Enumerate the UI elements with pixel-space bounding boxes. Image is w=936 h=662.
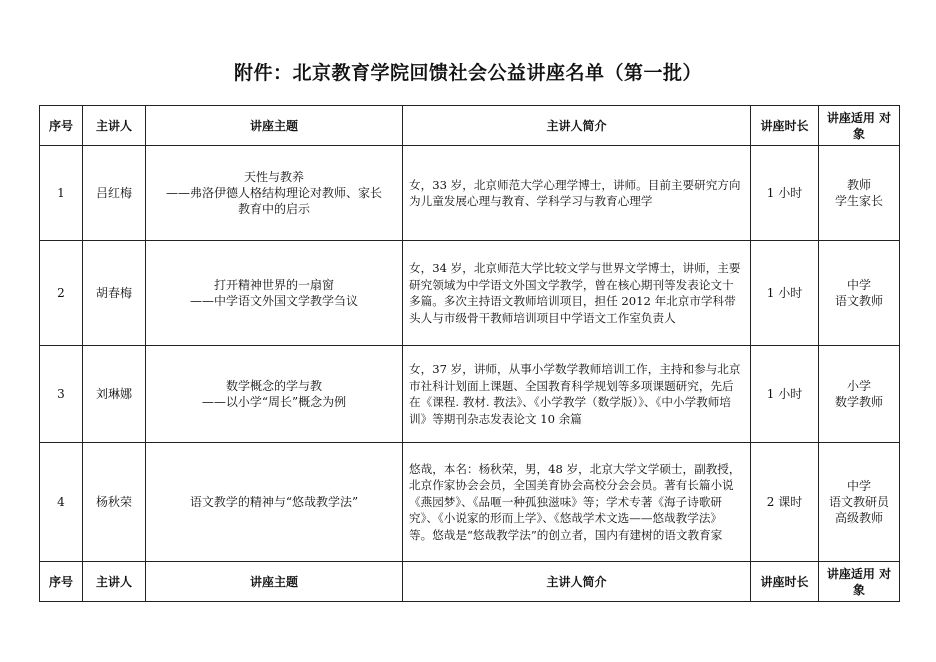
header-topic: 讲座主题 xyxy=(146,106,403,146)
header-audience-line2: 对象 xyxy=(852,110,892,141)
row-duration: 1 小时 xyxy=(751,146,819,241)
audience-line: 数学教师 xyxy=(834,395,883,409)
row-duration: 1 小时 xyxy=(751,346,819,443)
row-index: 3 xyxy=(40,346,83,443)
topic-line: ——中学语文外国文学教学刍议 xyxy=(189,294,358,308)
topic-line: ——以小学“周长”概念为例 xyxy=(201,395,347,409)
header-duration: 讲座时长 xyxy=(751,106,819,146)
row-duration: 2 课时 xyxy=(751,443,819,562)
audience-line: 教师 xyxy=(846,178,871,192)
row-topic xyxy=(146,346,403,443)
topic-line: ——弗洛伊德人格结构理论对教师、家长 xyxy=(165,186,382,200)
audience-line: 中学 xyxy=(846,479,871,493)
topic-line: 教育中的启示 xyxy=(237,202,310,216)
row-intro: 女，37 岁，讲师，从事小学数学教师培训工作，主持和参与北京市社科计划面上课题、全国教育科学规划等多项课题研究，先后在《课程. 教材. 教法》、《小学教学（数学版）》、《中小学教师培训》等期刊杂志发表论文 10 余篇 xyxy=(403,346,751,443)
header-index: 序号 xyxy=(40,106,83,146)
row-index: 4 xyxy=(40,443,83,562)
table-header-row xyxy=(40,106,900,146)
header-speaker: 主讲人 xyxy=(83,106,146,146)
footer-header-duration: 讲座时长 xyxy=(751,562,819,602)
audience-line: 语文教研员 xyxy=(828,495,889,509)
row-intro: 女，34 岁，北京师范大学比较文学与世界文学博士，讲师，主要研究领域为中学语文外国文学教学，曾在核心期刊等发表论文十多篇。多次主持语文教师培训项目，担任 2012 年北京市学科带头人与市级骨干教师培训项目中学语文工作室负责人 xyxy=(403,241,751,346)
document-title: 附件：北京教育学院回馈社会公益讲座名单（第一批） xyxy=(233,62,702,84)
topic-line: 打开精神世界的一扇窗 xyxy=(213,278,334,292)
table-row xyxy=(40,346,900,443)
audience-line: 中学 xyxy=(846,278,871,292)
row-speaker: 杨秋荣 xyxy=(83,443,146,562)
header-audience xyxy=(819,106,900,146)
footer-header-audience-line1: 讲座适用 xyxy=(826,566,875,581)
row-speaker: 刘琳娜 xyxy=(83,346,146,443)
audience-line: 学生家长 xyxy=(834,194,883,208)
row-index: 2 xyxy=(40,241,83,346)
audience-line: 小学 xyxy=(846,379,871,393)
row-topic xyxy=(146,443,403,562)
audience-line: 高级教师 xyxy=(834,511,883,525)
footer-header-audience-line2: 对象 xyxy=(852,566,892,597)
header-intro: 主讲人简介 xyxy=(403,106,751,146)
footer-header-index: 序号 xyxy=(40,562,83,602)
row-audience xyxy=(819,241,900,346)
row-topic xyxy=(146,241,403,346)
audience-line: 语文教师 xyxy=(834,294,883,308)
table-row xyxy=(40,241,900,346)
topic-line: 语文教学的精神与“悠哉教学法” xyxy=(189,495,359,509)
row-intro: 悠哉，本名：杨秋荣，男，48 岁，北京大学文学硕士，副教授，北京作家协会会员，全国美育协会高校分会会员。著有长篇小说《燕园梦》、《品咂一种孤独滋味》等；学术专著《海子诗歌研究》、《小说家的形而上学》、《悠哉学术文选——悠哉教学法》等。悠哉是“悠哉教学法”的创立者，国内有建树的语文教育家 xyxy=(403,443,751,562)
table-row xyxy=(40,146,900,241)
row-intro: 女，33 岁，北京师范大学心理学博士，讲师。目前主要研究方向为儿童发展心理与教育、学科学习与教育心理学 xyxy=(403,146,751,241)
topic-line: 数学概念的学与教 xyxy=(225,379,322,393)
header-audience-line1: 讲座适用 xyxy=(826,110,875,125)
row-audience xyxy=(819,346,900,443)
footer-header-intro: 主讲人简介 xyxy=(403,562,751,602)
table-footer-header-row xyxy=(40,562,900,602)
row-duration: 1 小时 xyxy=(751,241,819,346)
row-audience xyxy=(819,443,900,562)
footer-header-audience xyxy=(819,562,900,602)
lecture-table xyxy=(39,105,900,602)
row-audience xyxy=(819,146,900,241)
table-row xyxy=(40,443,900,562)
row-speaker: 吕红梅 xyxy=(83,146,146,241)
topic-line: 天性与教养 xyxy=(243,170,304,184)
footer-header-speaker: 主讲人 xyxy=(83,562,146,602)
row-topic xyxy=(146,146,403,241)
footer-header-topic: 讲座主题 xyxy=(146,562,403,602)
row-speaker: 胡春梅 xyxy=(83,241,146,346)
row-index: 1 xyxy=(40,146,83,241)
